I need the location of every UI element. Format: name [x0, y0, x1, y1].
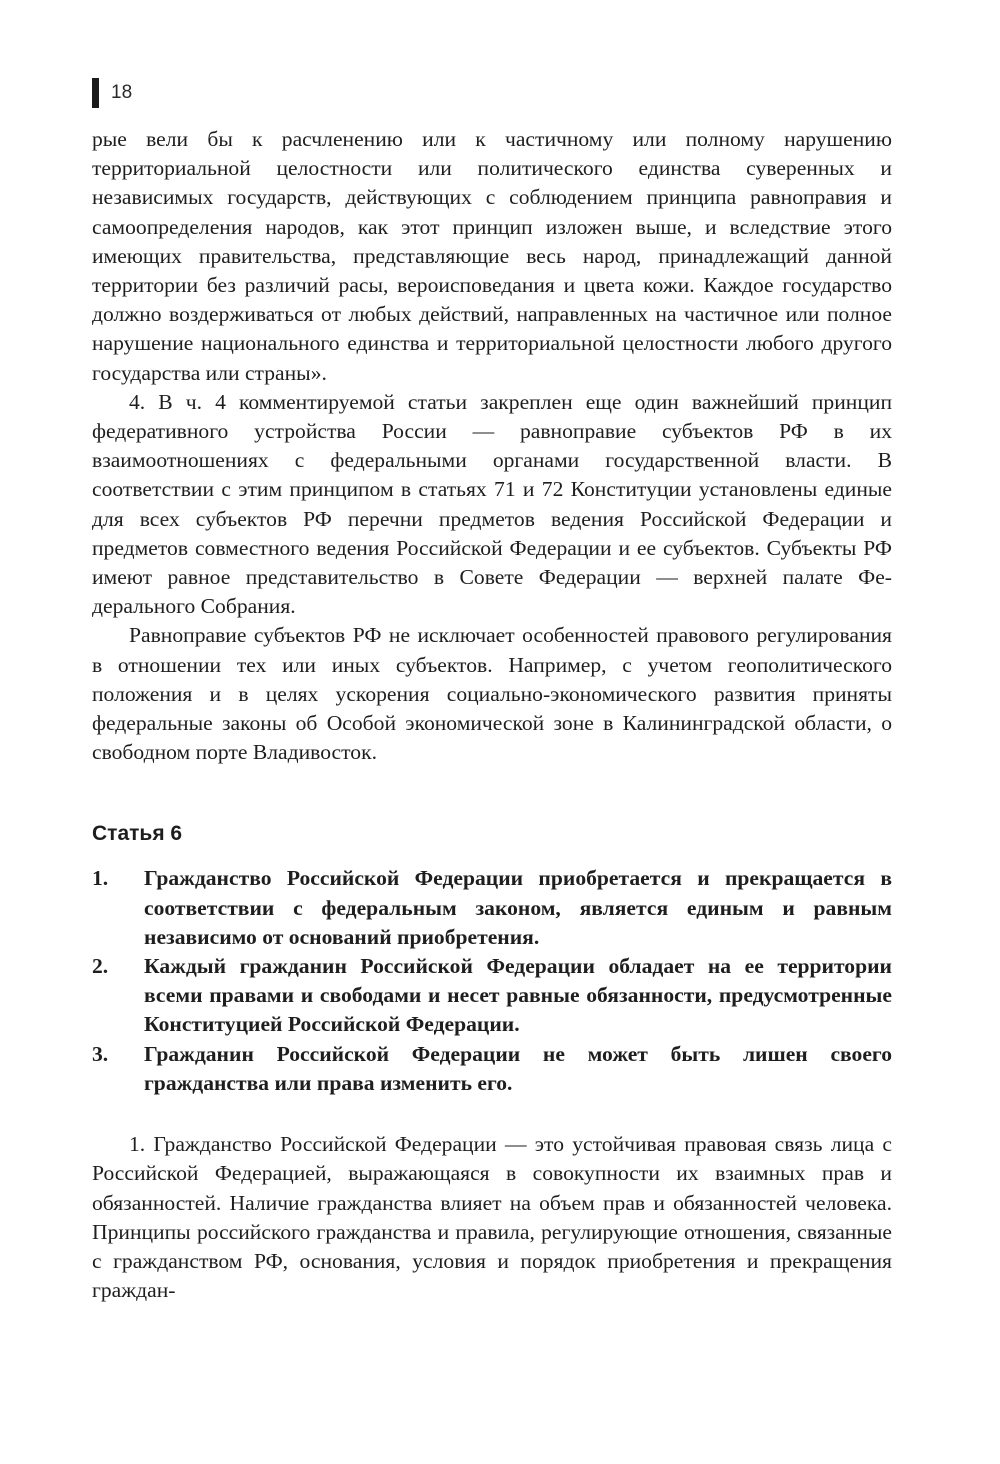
commentary-paragraph: 1. Гражданство Российской Федерации — это устойчивая правовая связь лица с Российской Федерацией, выражающаяся в совокупности их взаимных прав и обязанностей. Наличие гражданства влияет на объем прав и обязанностей человека. Принципы российского гражданства и правила, регулирующие отношения, связанные с гражданством РФ, основания, условия и порядок приобретения и прекращения граждан-: [92, 1132, 892, 1303]
article-item-number: 3.: [92, 1041, 109, 1066]
page-content: [92, 125, 892, 1305]
article-item-text: Гражданство Российской Федерации приобретается и прекращается в соответствии с федеральным законом, является единым и равным независимо от оснований приобретения.: [144, 866, 892, 949]
article-item-text: Каждый гражданин Российской Федерации обладает на ее территории всеми правами и свободами и несет равные обязанности, предусмотренные Конституцией Российской Федерации.: [144, 954, 892, 1037]
paragraph-point-4: 4. В ч. 4 комментируемой статьи закреплен еще один важнейший принцип федеративного устройства России — равноправие субъектов РФ в их взаимоотношениях с федеральными органами государственной власти. В соответствии с этим принципом в статьях 71 и 72 Конституции установлены единые для всех субъектов РФ перечни предметов ведения Российской Федерации и предметов совместного ведения Российской Федерации и ее субъектов. Субъекты РФ имеют равное представительство в Совете Федерации — верхней палате Федерального Собрания.: [92, 389, 892, 619]
page-number: 18: [111, 82, 133, 103]
article-title: Статья 6: [92, 822, 183, 846]
article-item: [92, 952, 892, 1040]
article-item-number: 2.: [92, 954, 109, 979]
article-item: [92, 1040, 892, 1098]
header-bar-decoration: [92, 78, 99, 108]
article-item-text: Гражданин Российской Федерации не может быть лишен своего гражданства или права изменить его.: [144, 1041, 892, 1095]
paragraph-continuation: рые вели бы к расчленению или к частичному или полному нарушению территориальной целостности или политического единства суверенных и независимых государств, действующих с соблюдением принципа равноправия и самоопределения народов, как этот принцип изложен выше, и вследствие этого имеющих правительства, представляющие весь народ, принадлежащий данной территории без различий расы, вероисповедания и цвета кожи. Каждое государство должно воздерживаться от любых действий, направленных на частичное или полное нарушение национального единства и территориальной целостности любого другого государства или страны».: [92, 127, 892, 385]
paragraph-equality: Равноправие субъектов РФ не исключает особенностей правового регулирования в отношении тех или иных субъектов. Например, с учетом геополитического положения и в целях ускорения социально-экономического развития приняты федеральные законы об Особой экономической зоне в Калининградской области, о свободном порте Владивосток.: [92, 623, 892, 765]
article-list: [92, 864, 892, 1098]
article-item: [92, 864, 892, 952]
article-item-number: 1.: [92, 866, 109, 891]
page-header: [92, 78, 132, 108]
